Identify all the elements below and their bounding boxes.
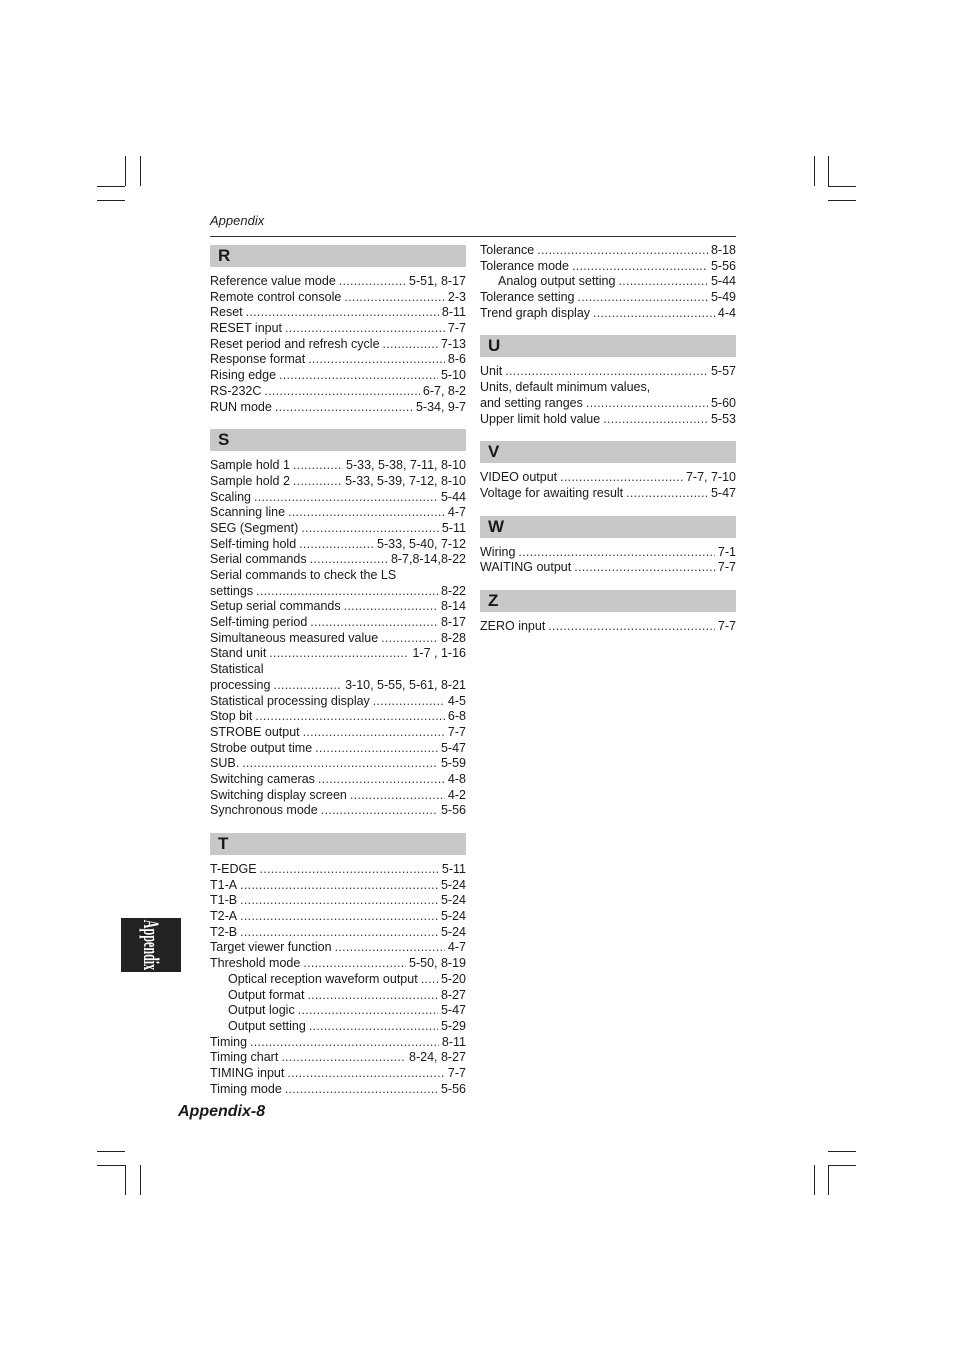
index-entry [210, 305, 466, 321]
index-term: Optical reception waveform output [228, 971, 418, 986]
index-pages: 5-60 [710, 395, 736, 410]
index-term: Statistical processing display [210, 693, 370, 708]
appendix-side-tab [121, 918, 181, 972]
index-entry [210, 552, 466, 568]
index-term: processing [210, 677, 271, 692]
index-column-right [480, 243, 736, 649]
index-term: Analog output setting [498, 274, 616, 289]
index-pages: 7-7 [717, 560, 736, 575]
index-entry [480, 306, 736, 322]
index-term: Remote control console [210, 289, 342, 304]
dot-leader [603, 412, 708, 428]
index-entry [210, 568, 466, 584]
index-section [210, 429, 466, 819]
index-section [480, 335, 736, 427]
index-entry [210, 1035, 466, 1051]
dot-leader [281, 1050, 406, 1066]
index-term: Upper limit hold value [480, 411, 601, 426]
dot-leader [518, 545, 715, 561]
index-pages: 4-4 [717, 305, 736, 320]
index-entry [210, 725, 466, 741]
index-entry [480, 619, 736, 635]
index-entry [210, 862, 466, 878]
index-column-left [210, 245, 466, 1111]
index-entry [210, 368, 466, 384]
index-pages: 5-11 [441, 862, 466, 876]
dot-leader [240, 909, 438, 925]
index-term: Reference value mode [210, 274, 336, 288]
dot-leader [293, 458, 343, 474]
dot-leader [293, 474, 342, 490]
index-pages: 6-7, 8-2 [422, 383, 466, 398]
index-term: RS-232C [210, 383, 262, 398]
index-pages: 4-8 [447, 771, 466, 786]
index-pages: 5-50, 8-19 [409, 956, 466, 971]
index-pages: 5-56 [440, 803, 466, 818]
index-pages: 5-56 [440, 1081, 466, 1096]
dot-leader [537, 243, 708, 259]
index-entry [210, 878, 466, 894]
index-entry [210, 772, 466, 788]
index-section [480, 441, 736, 501]
index-pages: 5-53 [710, 411, 736, 426]
dot-leader [285, 321, 445, 337]
index-pages: 5-24 [440, 924, 466, 939]
index-entry [210, 1050, 466, 1066]
index-pages: 4-5 [447, 693, 466, 708]
index-pages: 5-24 [440, 909, 466, 924]
index-entry [210, 321, 466, 337]
index-entry [210, 474, 466, 490]
index-pages: 7-7 [447, 1065, 466, 1080]
section-heading: V [480, 441, 736, 463]
index-entry [210, 1019, 466, 1035]
index-pages: 1-7 , 1-16 [412, 646, 466, 661]
index-entry [210, 909, 466, 925]
index-term: Output setting [228, 1018, 306, 1033]
index-section [210, 245, 466, 415]
dot-leader [344, 290, 445, 306]
index-pages: 5-29 [440, 1018, 466, 1033]
index-pages: 5-47 [440, 740, 466, 755]
index-term: Self-timing hold [210, 536, 297, 551]
dot-leader [309, 1019, 438, 1035]
dot-leader [310, 615, 438, 631]
index-pages: 8-11 [441, 305, 466, 320]
dot-leader [310, 552, 388, 568]
index-entry [210, 741, 466, 757]
dot-leader [373, 694, 445, 710]
index-pages: 4-2 [447, 787, 466, 802]
section-heading: Z [480, 590, 736, 612]
index-term: Timing chart [210, 1050, 279, 1065]
dot-leader [246, 305, 439, 321]
index-pages: 6-8 [447, 709, 466, 724]
index-entry [480, 380, 736, 396]
index-term: Unit [480, 364, 503, 379]
index-term: STROBE output [210, 724, 300, 739]
index-entry [210, 384, 466, 400]
section-heading: R [210, 245, 466, 267]
dot-leader [381, 631, 438, 647]
index-entry [210, 925, 466, 941]
section-heading: U [480, 335, 736, 357]
dot-leader [321, 803, 438, 819]
index-entry [480, 274, 736, 290]
index-pages: 5-10 [440, 368, 466, 383]
index-entry [210, 1082, 466, 1098]
index-entry [210, 631, 466, 647]
dot-leader [383, 337, 438, 353]
dot-leader [574, 560, 715, 576]
index-entry [210, 290, 466, 306]
index-pages: 5-11 [441, 520, 466, 535]
index-term: Switching cameras [210, 771, 315, 786]
index-term: Stop bit [210, 709, 253, 724]
index-pages: 8-18 [710, 243, 736, 257]
index-entry [210, 352, 466, 368]
page-number: Appendix-8 [178, 1103, 266, 1120]
index-term: Output format [228, 987, 305, 1002]
index-entry [480, 243, 736, 259]
header-rule [210, 236, 736, 237]
dot-leader [308, 352, 445, 368]
index-entry [210, 893, 466, 909]
index-entry [210, 490, 466, 506]
index-pages: 5-47 [440, 1003, 466, 1018]
dot-leader [240, 893, 438, 909]
index-term: T1-B [210, 893, 238, 908]
index-term: VIDEO output [480, 470, 558, 485]
dot-leader [335, 940, 445, 956]
dot-leader [264, 384, 419, 400]
dot-leader [288, 505, 445, 521]
index-term: Tolerance mode [480, 258, 569, 273]
index-entry [210, 537, 466, 553]
dot-leader [626, 486, 708, 502]
index-entry [210, 521, 466, 537]
dot-leader [242, 756, 438, 772]
section-heading: W [480, 516, 736, 538]
index-term: Stand unit [210, 646, 267, 661]
dot-leader [255, 709, 445, 725]
index-section [480, 590, 736, 635]
dot-leader [298, 1003, 438, 1019]
index-pages: 4-7 [447, 940, 466, 955]
dot-leader [572, 259, 708, 275]
index-term: Reset period and refresh cycle [210, 336, 380, 351]
index-term: Timing [210, 1034, 248, 1049]
index-pages: 5-24 [440, 877, 466, 892]
index-entry [210, 756, 466, 772]
index-entry [480, 396, 736, 412]
index-term: T-EDGE [210, 862, 257, 876]
dot-leader [287, 1066, 445, 1082]
index-pages: 5-33, 5-40, 7-12 [377, 536, 466, 551]
index-term: Trend graph display [480, 305, 591, 320]
index-term: SEG (Segment) [210, 520, 299, 535]
index-term: T1-A [210, 877, 238, 892]
index-section [210, 833, 466, 1097]
index-pages: 5-24 [440, 893, 466, 908]
dot-leader [301, 521, 439, 537]
index-term: TIMING input [210, 1065, 285, 1080]
dot-leader [269, 646, 409, 662]
index-term: WAITING output [480, 560, 572, 575]
index-entry [210, 988, 466, 1004]
section-heading: S [210, 429, 466, 451]
side-tab-label: Appendix [139, 919, 164, 971]
index-pages: 8-28 [440, 630, 466, 645]
index-term: Setup serial commands [210, 599, 341, 614]
dot-leader [578, 290, 708, 306]
index-term: T2-A [210, 909, 238, 924]
index-term: Threshold mode [210, 956, 301, 971]
index-entry [210, 678, 466, 694]
index-entry [210, 646, 466, 662]
index-pages: 5-51, 8-17 [409, 274, 466, 288]
index-pages: 5-34, 9-7 [415, 399, 466, 414]
index-entry [480, 364, 736, 380]
index-entry [210, 458, 466, 474]
index-pages: 5-59 [440, 756, 466, 771]
index-pages: 7-1 [717, 544, 736, 559]
index-term: Statistical [210, 662, 264, 677]
index-entry [210, 337, 466, 353]
index-pages: 5-49 [710, 290, 736, 305]
index-term: Units, default minimum values, [480, 380, 651, 395]
dot-leader [250, 1035, 439, 1051]
index-pages: 2-3 [447, 289, 466, 304]
dot-leader [254, 490, 438, 506]
index-pages: 8-17 [440, 615, 466, 630]
dot-leader [339, 274, 406, 290]
index-entry [210, 940, 466, 956]
index-entry [210, 274, 466, 290]
index-term: ZERO input [480, 618, 546, 633]
index-term: SUB. [210, 756, 240, 771]
dot-leader [318, 772, 445, 788]
index-pages: 7-13 [440, 336, 466, 351]
index-term: Sample hold 1 [210, 458, 290, 473]
dot-leader [586, 396, 708, 412]
index-entry [210, 584, 466, 600]
index-section [480, 516, 736, 576]
dot-leader [303, 956, 406, 972]
index-entry [210, 505, 466, 521]
index-entry [480, 259, 736, 275]
dot-leader [240, 878, 438, 894]
index-term: Strobe output time [210, 740, 313, 755]
dot-leader [505, 364, 708, 380]
index-term: Scanning line [210, 505, 286, 520]
index-term: T2-B [210, 924, 238, 939]
index-term: Reset [210, 305, 243, 320]
index-entry [210, 803, 466, 819]
dot-leader [307, 988, 438, 1004]
index-entry [480, 486, 736, 502]
running-header: Appendix [210, 213, 265, 228]
dot-leader [548, 619, 715, 635]
index-term: Simultaneous measured value [210, 630, 379, 645]
index-pages: 8-22 [440, 583, 466, 598]
index-term: Tolerance setting [480, 290, 575, 305]
index-entry [480, 545, 736, 561]
dot-leader [299, 537, 374, 553]
index-term: and setting ranges [480, 395, 583, 410]
index-entry [210, 400, 466, 416]
index-pages: 5-56 [710, 258, 736, 273]
index-entry [480, 560, 736, 576]
index-term: Target viewer function [210, 940, 332, 955]
dot-leader [275, 400, 413, 416]
index-entry [210, 662, 466, 678]
index-pages: 3-10, 5-55, 5-61, 8-21 [345, 677, 466, 692]
dot-leader [260, 862, 439, 878]
section-heading: T [210, 833, 466, 855]
index-term: RUN mode [210, 399, 272, 414]
index-entry [210, 615, 466, 631]
index-entry [210, 1066, 466, 1082]
dot-leader [618, 274, 708, 290]
index-entry [210, 694, 466, 710]
index-entry [480, 290, 736, 306]
index-pages: 8-11 [441, 1034, 466, 1049]
dot-leader [256, 584, 438, 600]
index-term: RESET input [210, 321, 283, 336]
index-pages: 5-20 [440, 971, 466, 986]
index-pages: 8-24, 8-27 [409, 1050, 466, 1065]
index-pages: 7-7 [717, 618, 736, 633]
index-term: Scaling [210, 489, 251, 504]
index-term: Serial commands [210, 552, 307, 567]
dot-leader [240, 925, 438, 941]
index-entry [210, 972, 466, 988]
index-term: Wiring [480, 544, 516, 559]
index-term: Sample hold 2 [210, 473, 290, 488]
index-term: settings [210, 583, 254, 598]
index-pages: 4-7 [447, 505, 466, 520]
index-term: Tolerance [480, 243, 535, 257]
index-pages: 5-33, 5-38, 7-11, 8-10 [346, 458, 466, 473]
index-entry [480, 412, 736, 428]
dot-leader [279, 368, 438, 384]
index-pages: 5-33, 5-39, 7-12, 8-10 [345, 473, 466, 488]
index-term: Rising edge [210, 368, 277, 383]
index-pages: 8-7,8-14,8-22 [390, 552, 466, 567]
index-pages: 5-47 [710, 485, 736, 500]
index-pages: 5-57 [710, 364, 736, 379]
index-term: Voltage for awaiting result [480, 485, 624, 500]
dot-leader [593, 306, 715, 322]
index-pages: 7-7 [447, 724, 466, 739]
index-term: Self-timing period [210, 615, 308, 630]
index-entry [210, 599, 466, 615]
index-pages: 7-7 [447, 321, 466, 336]
index-entry [210, 788, 466, 804]
index-entry [480, 470, 736, 486]
index-entry [210, 1003, 466, 1019]
dot-leader [315, 741, 438, 757]
dot-leader [560, 470, 683, 486]
index-pages: 8-14 [440, 599, 466, 614]
index-term: Synchronous mode [210, 803, 318, 818]
index-term: Serial commands to check the LS [210, 568, 397, 582]
index-pages: 8-27 [440, 987, 466, 1002]
dot-leader [285, 1082, 438, 1098]
dot-leader [421, 972, 438, 988]
dot-leader [273, 678, 342, 694]
dot-leader [303, 725, 445, 741]
index-entry [210, 956, 466, 972]
index-pages: 7-7, 7-10 [685, 470, 736, 485]
index-pages: 5-44 [710, 274, 736, 289]
index-pages: 5-44 [440, 489, 466, 504]
index-term: Output logic [228, 1003, 295, 1018]
index-section [480, 243, 736, 321]
index-pages: 8-6 [447, 352, 466, 367]
dot-leader [350, 788, 445, 804]
index-term: Switching display screen [210, 787, 347, 802]
dot-leader [344, 599, 438, 615]
index-term: Response format [210, 352, 306, 367]
index-entry [210, 709, 466, 725]
index-term: Timing mode [210, 1081, 282, 1096]
